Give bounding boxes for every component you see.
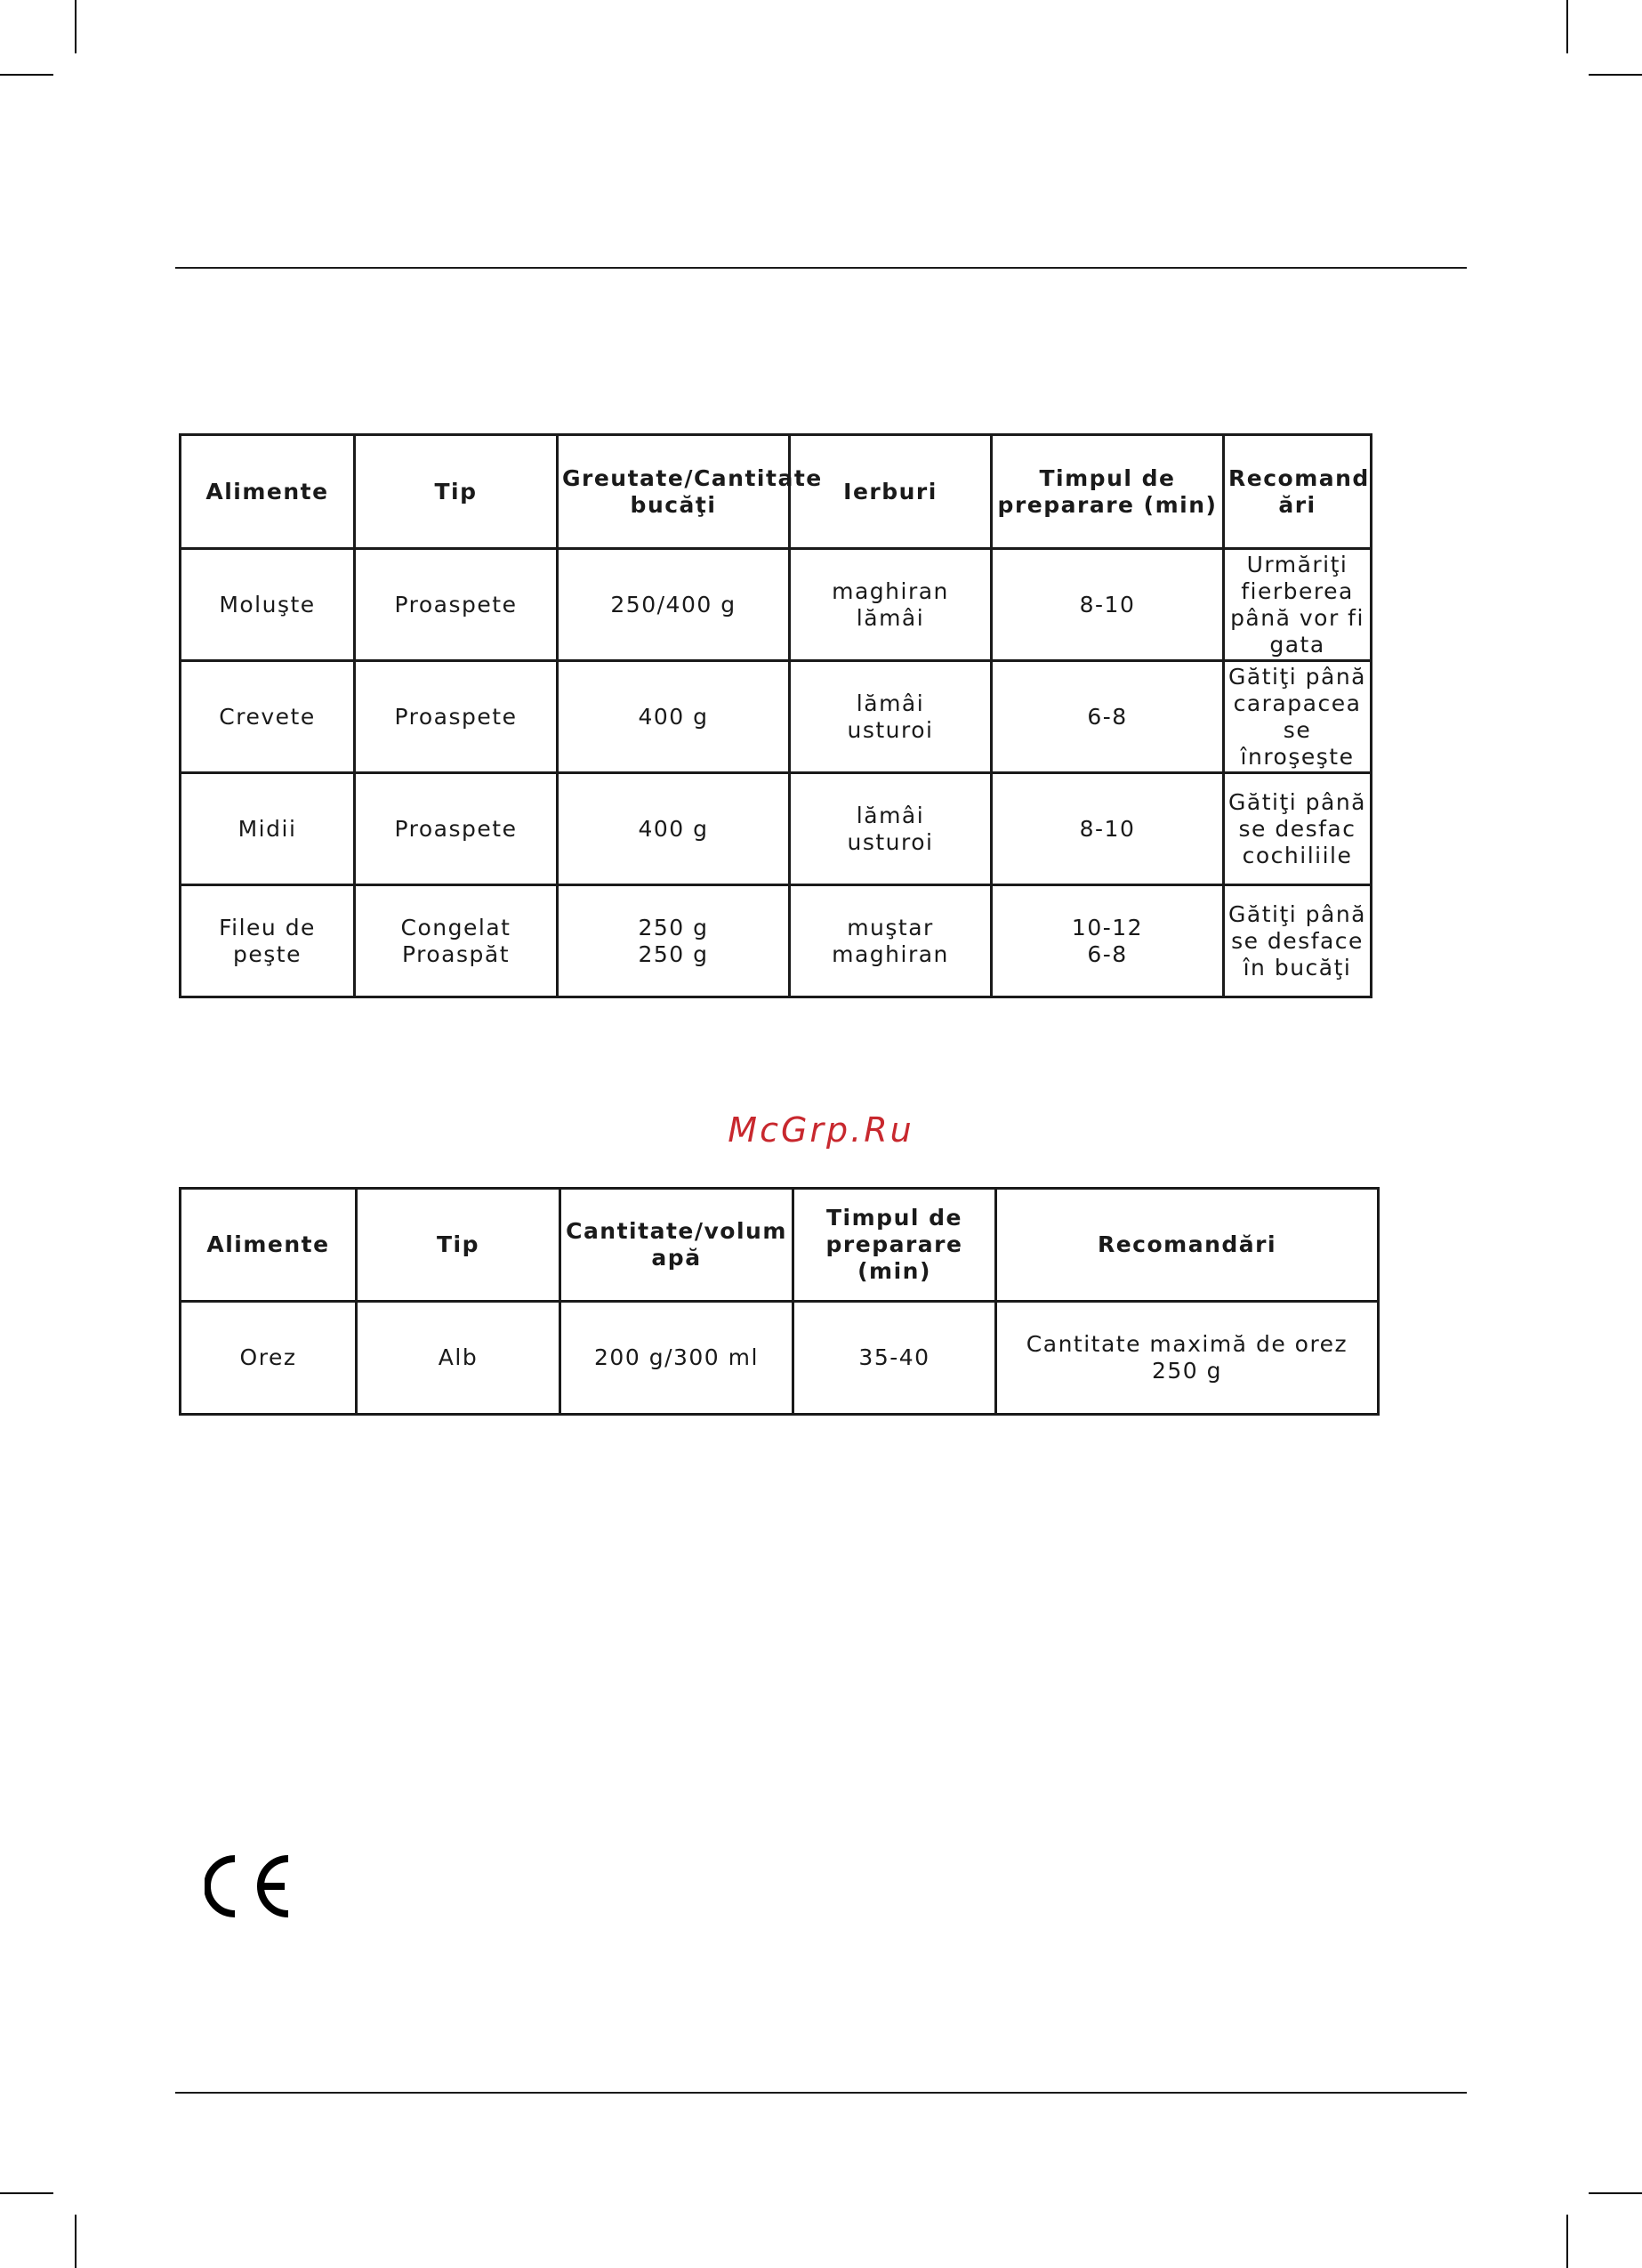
cell-greutate: 400 g [558, 773, 790, 885]
crop-mark [0, 2192, 53, 2194]
table-header-row [181, 435, 1372, 549]
header-cell: Tip [357, 1189, 560, 1302]
cell-ierburi: lămâi usturoi [790, 773, 992, 885]
crop-mark [1589, 74, 1642, 76]
header-cell: Timpul de preparare (min) [992, 435, 1224, 549]
cell-recomandari: Cantitate maximă de orez 250 g [996, 1302, 1379, 1415]
seafood-cooking-table [179, 433, 1372, 998]
rice-cooking-table [179, 1187, 1380, 1416]
cell-tip: Alb [357, 1302, 560, 1415]
cell-timp: 10-12 6-8 [992, 885, 1224, 997]
cell-ierburi: lămâi usturoi [790, 661, 992, 773]
watermark-text: McGrp.Ru [728, 1110, 914, 1150]
cell-greutate: 400 g [558, 661, 790, 773]
cell-ierburi: muştar maghiran [790, 885, 992, 997]
ce-mark-icon [205, 1855, 292, 1917]
table-row [181, 773, 1372, 885]
crop-mark [1566, 2215, 1568, 2268]
cell-tip: Proaspete [355, 773, 558, 885]
crop-mark [75, 0, 76, 53]
cell-tip: Congelat Proaspăt [355, 885, 558, 997]
cell-aliment: Midii [181, 773, 355, 885]
cell-cantitate: 200 g/300 ml [560, 1302, 793, 1415]
header-cell: Timpul de preparare (min) [793, 1189, 996, 1302]
table-header-row [181, 1189, 1379, 1302]
footer-rule [175, 2092, 1467, 2094]
cell-timp: 8-10 [992, 773, 1224, 885]
cell-greutate: 250/400 g [558, 549, 790, 661]
header-cell: Alimente [181, 435, 355, 549]
table-row [181, 549, 1372, 661]
header-cell: Cantitate/volum apă [560, 1189, 793, 1302]
cell-aliment: Crevete [181, 661, 355, 773]
header-cell: Tip [355, 435, 558, 549]
cell-timp: 8-10 [992, 549, 1224, 661]
cell-aliment: Orez [181, 1302, 357, 1415]
crop-mark [75, 2215, 76, 2268]
cell-aliment: Moluşte [181, 549, 355, 661]
cell-tip: Proaspete [355, 549, 558, 661]
header-cell: Recomand ări [1224, 435, 1372, 549]
cell-recomandari: Gătiţi până se desface în bucăţi [1224, 885, 1372, 997]
cell-ierburi: maghiran lămâi [790, 549, 992, 661]
cell-timp: 6-8 [992, 661, 1224, 773]
table-row [181, 661, 1372, 773]
cell-recomandari: Urmăriţi fierberea până vor fi gata [1224, 549, 1372, 661]
header-cell: Greutate/Cantitate bucăţi [558, 435, 790, 549]
crop-mark [1589, 2192, 1642, 2194]
cell-timp: 35-40 [793, 1302, 996, 1415]
crop-mark [0, 74, 53, 76]
table-row [181, 885, 1372, 997]
header-rule [175, 267, 1467, 269]
crop-mark [1566, 0, 1568, 53]
header-cell: Ierburi [790, 435, 992, 549]
cell-recomandari: Gătiţi până carapacea se înroşeşte [1224, 661, 1372, 773]
header-cell: Recomandări [996, 1189, 1379, 1302]
cell-recomandari: Gătiţi până se desfac cochiliile [1224, 773, 1372, 885]
cell-aliment: Fileu de peşte [181, 885, 355, 997]
cell-tip: Proaspete [355, 661, 558, 773]
cell-greutate: 250 g 250 g [558, 885, 790, 997]
header-cell: Alimente [181, 1189, 357, 1302]
table-row [181, 1302, 1379, 1415]
